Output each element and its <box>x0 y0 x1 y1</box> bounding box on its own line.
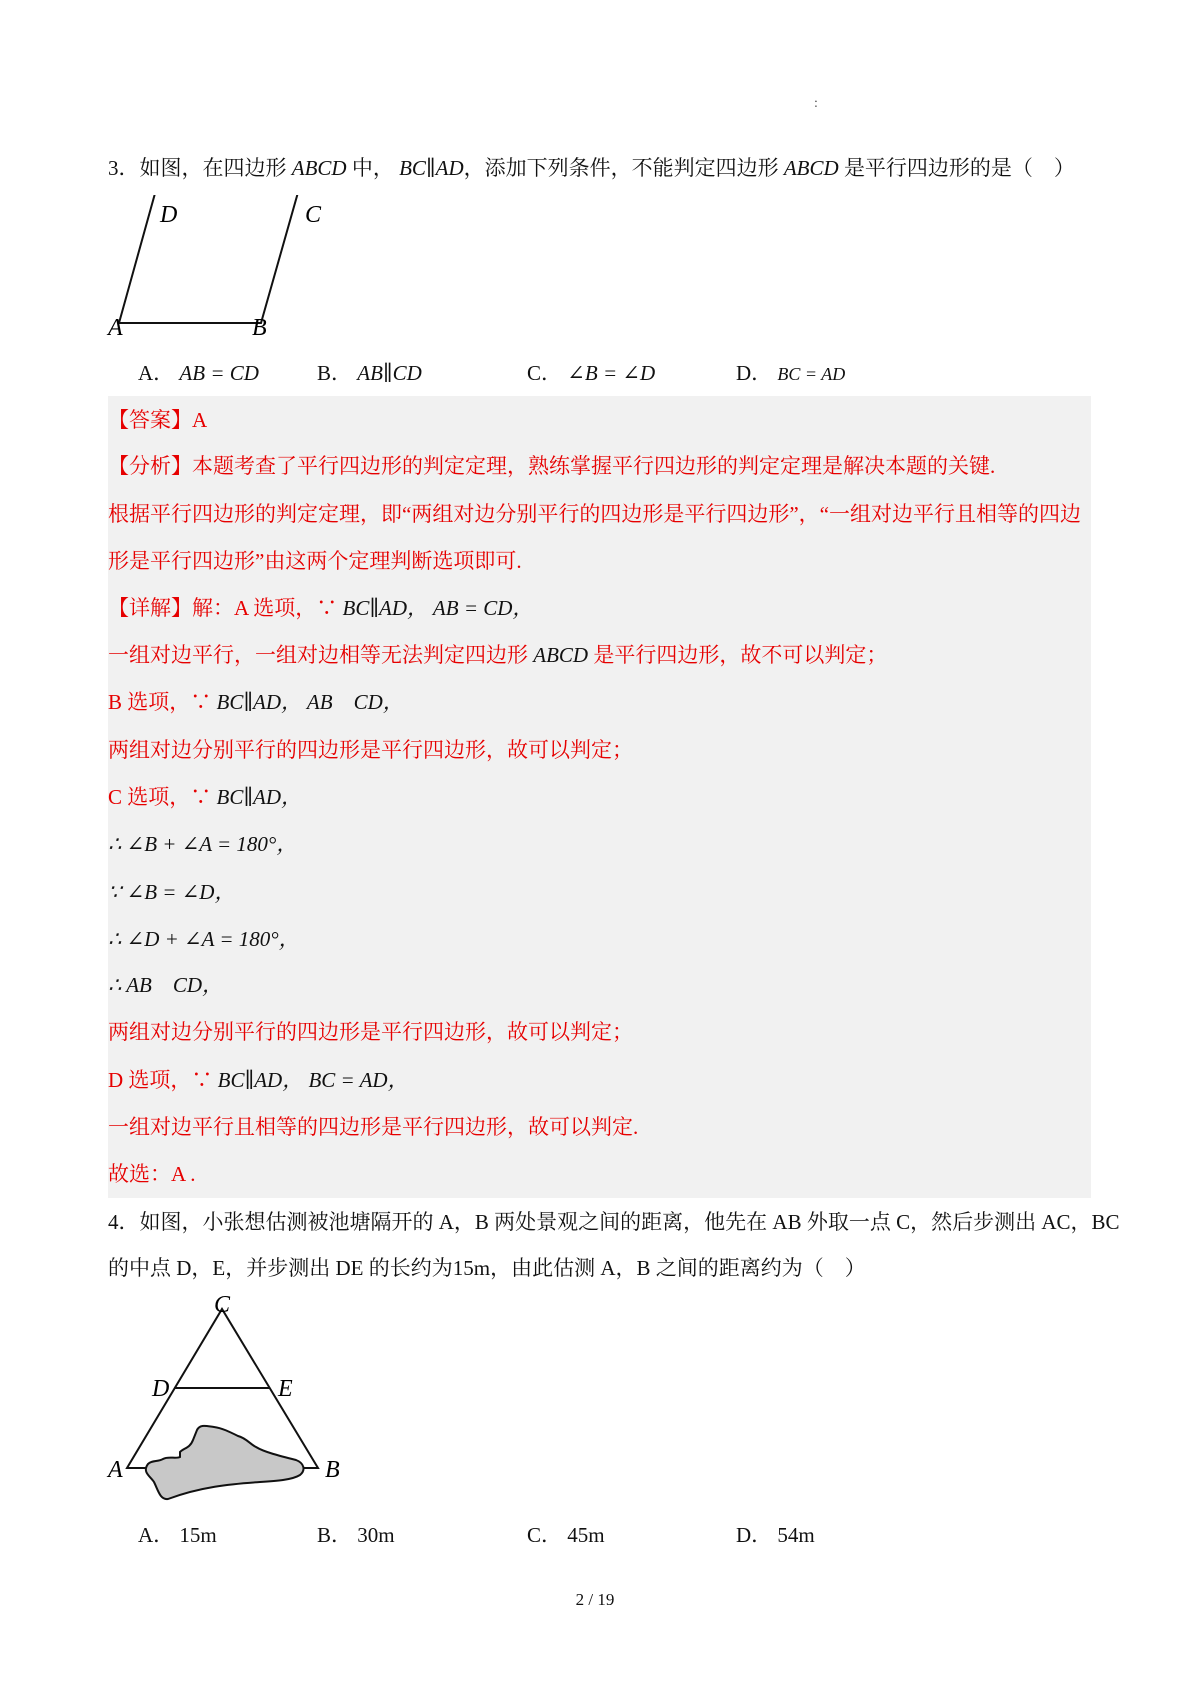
detail-math: BC∥AD， AB CD， <box>216 690 404 714</box>
q3-stem <box>108 154 1075 182</box>
option-label: D． <box>736 1523 773 1547</box>
pond-shape <box>146 1426 304 1499</box>
q3-option-a[interactable] <box>138 359 259 387</box>
option-value: ∠B = ∠D <box>567 361 656 385</box>
q3-text: ，添加下列条件，不能判定四边形 <box>463 156 784 180</box>
page-number: 2 / 19 <box>575 1590 615 1609</box>
detail-line-2 <box>108 641 887 669</box>
q4-option-a[interactable] <box>138 1521 217 1549</box>
detail-line-5 <box>108 783 302 811</box>
label-a: A <box>108 315 123 341</box>
detail-text: 一组对边平行，一组对边相等无法判定四边形 <box>108 643 534 667</box>
detail-math: BC∥AD， AB = CD， <box>342 596 534 620</box>
label-d: D <box>152 1376 170 1402</box>
option-label: B． <box>317 361 353 385</box>
label-e: E <box>278 1376 293 1402</box>
q3-math: ABCD <box>291 156 347 180</box>
q3-number: 3． <box>108 156 140 180</box>
detail-line-7: ∵ ∠B = ∠D， <box>108 880 236 904</box>
analysis-line-2: 根据平行四边形的判定定理，即“两组对边分别平行的四边形是平行四边形”，“一组对边平行且相等的四边 <box>108 502 1081 526</box>
detail-text: 解：A 选项，∵ <box>192 596 343 620</box>
answer-value: A <box>192 408 208 432</box>
analysis-tag: 【分析】 <box>108 454 192 478</box>
option-value: 30m <box>357 1523 395 1547</box>
detail-line-12: 一组对边平行且相等的四边形是平行四边形，故可以判定. <box>108 1115 639 1139</box>
q3-text: 是平行四边形的是（ ） <box>838 156 1075 180</box>
q4-option-b[interactable] <box>317 1521 395 1549</box>
option-label: D． <box>736 361 773 385</box>
option-value: AB∥CD <box>357 361 422 385</box>
option-label: C． <box>527 1523 563 1547</box>
detail-math: ABCD <box>533 643 589 667</box>
detail-math: BC∥AD， BC = AD， <box>217 1068 409 1092</box>
detail-line-1 <box>108 594 533 622</box>
parallelogram-abcd <box>119 195 312 323</box>
q4-triangle-pond-figure <box>100 1290 360 1510</box>
q4-stem-line-1: 4．如图，小张想估测被池塘隔开的 A，B 两处景观之间的距离，他先在 AB 外取一点 C，然后步测出 AC，BC <box>108 1210 1120 1234</box>
label-b: B <box>252 315 267 341</box>
q3-option-c[interactable] <box>527 359 655 387</box>
option-label: A． <box>138 1523 175 1547</box>
detail-line-3 <box>108 688 404 716</box>
label-c: C <box>214 1292 231 1318</box>
option-value: AB = CD <box>179 361 259 385</box>
label-d: D <box>160 202 178 228</box>
detail-line-4: 两组对边分别平行的四边形是平行四边形，故可以判定； <box>108 738 633 762</box>
detail-line-9: ∴ AB CD， <box>108 973 224 997</box>
analysis-line <box>108 452 995 480</box>
option-label: C． <box>527 361 563 385</box>
option-value: 15m <box>179 1523 217 1547</box>
q3-text: 如图，在四边形 <box>139 156 292 180</box>
option-value: BC = AD <box>777 364 846 384</box>
analysis-text: 本题考查了平行四边形的判定定理，熟练掌握平行四边形的判定定理是解决本题的关键. <box>192 454 996 478</box>
option-label: A． <box>138 361 175 385</box>
detail-text: C 选项，∵ <box>108 785 217 809</box>
label-a: A <box>108 1457 123 1483</box>
detail-tag: 【详解】 <box>108 596 192 620</box>
detail-line-11 <box>108 1066 409 1094</box>
analysis-line-3: 形是平行四边形”由这两个定理判断选项即可. <box>108 549 522 573</box>
q3-option-b[interactable] <box>317 359 422 387</box>
detail-line-10: 两组对边分别平行的四边形是平行四边形，故可以判定； <box>108 1020 633 1044</box>
detail-math: BC∥AD， <box>216 785 303 809</box>
detail-text: D 选项，∵ <box>108 1068 218 1092</box>
option-label: B． <box>317 1523 353 1547</box>
detail-line-8: ∴ ∠D + ∠A = 180°， <box>108 927 300 951</box>
q3-math: ABCD <box>783 156 839 180</box>
q3-option-d[interactable] <box>736 359 845 388</box>
label-b: B <box>325 1457 340 1483</box>
label-c: C <box>305 202 322 228</box>
q4-option-d[interactable] <box>736 1521 815 1549</box>
header-mark: : <box>814 96 818 111</box>
q3-text: 中， <box>346 156 400 180</box>
answer-tag: 【答案】 <box>108 408 192 432</box>
detail-text: 是平行四边形，故不可以判定； <box>588 643 888 667</box>
q3-parallelogram-figure <box>100 195 340 345</box>
q4-stem-line-2: 的中点 D，E，并步测出 DE 的长约为15m，由此估测 A，B 之间的距离约为（ ） <box>108 1256 866 1280</box>
option-value: 45m <box>567 1523 605 1547</box>
detail-line-13: 故选：A . <box>108 1162 196 1186</box>
option-value: 54m <box>777 1523 815 1547</box>
detail-text: B 选项，∵ <box>108 690 217 714</box>
q3-math: BC∥AD <box>399 156 464 180</box>
q4-option-c[interactable] <box>527 1521 605 1549</box>
detail-line-6: ∴ ∠B + ∠A = 180°， <box>108 832 298 856</box>
answer-line <box>108 406 207 434</box>
